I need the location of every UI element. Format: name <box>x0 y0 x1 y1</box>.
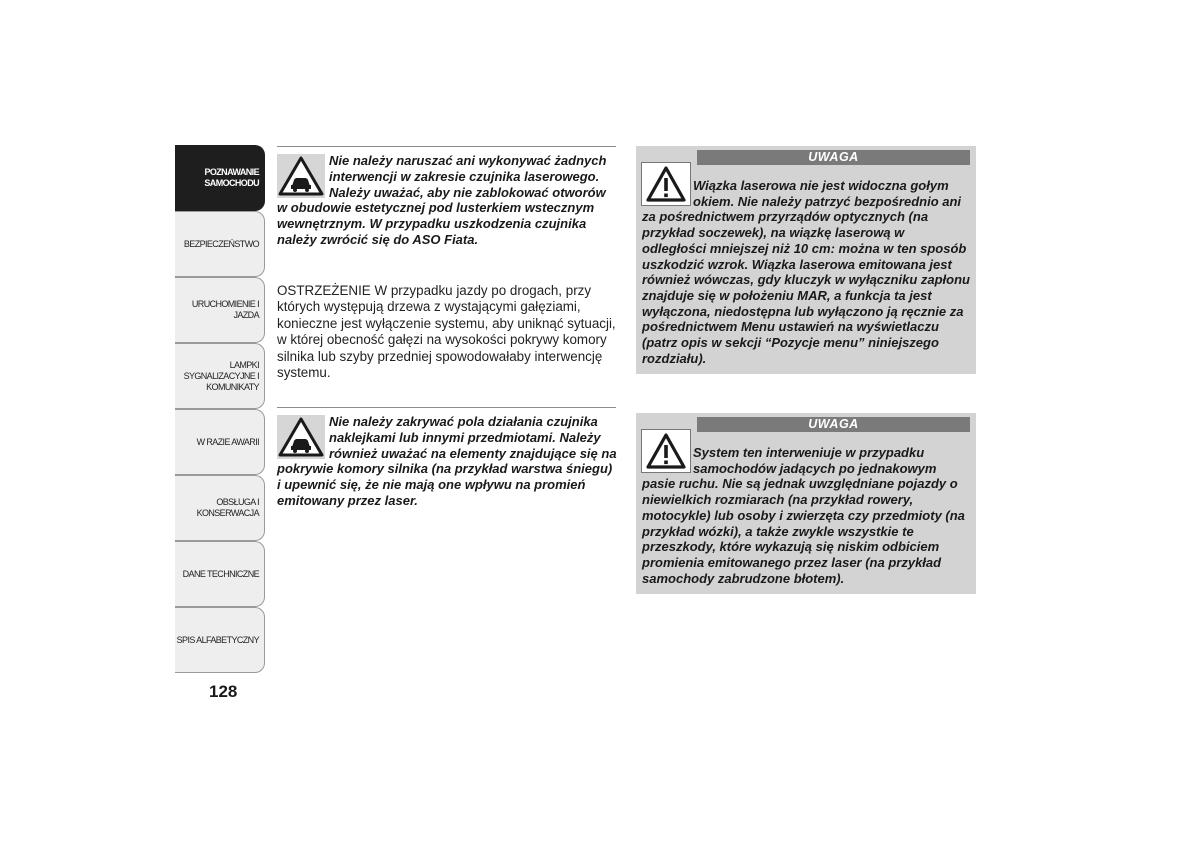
note-sensor-covering: Nie należy zakrywać pola działania czujnika naklejkami lub innymi przedmiotami. Należy również uważać na elementy znajdujące się na pokrywie komory silnika (na przykład warstwa śniegu) i upewnić się, że nie mają one wpływu na promień emitowany przez laser. <box>277 414 617 508</box>
tab-spis-alfabetyczny[interactable]: SPIS ALFABETYCZNY <box>175 607 265 673</box>
car-hazard-triangle-icon <box>277 154 325 198</box>
warning-header: UWAGA <box>697 150 970 165</box>
warning-text: Wiązka laserowa nie jest widoczna gołym okiem. Nie należy patrzyć bezpośrednio ani za pośrednictwem przyrządów optycznych (na przykład soczewek), na wiązkę laserową w odległości mniejszej niż 10 cm: można w ten sposób uszkodzić wzrok. Wiązka laserowa emitowana jest również wówczas, gdy kluczyk w wyłączniku zapłonu znajduje się w położeniu MAR, a funkcja ta jest wyłączona, niedostępna lub wyłączono ją ręcznie za pośrednictwem Menu ustawień na wyświetlaczu (patrz opis w sekcji “Pozycje menu” niniejszego rozdziału). <box>642 178 970 366</box>
exclamation-triangle-icon <box>641 162 691 206</box>
tab-w-razie-awarii[interactable]: W RAZIE AWARII <box>175 409 265 475</box>
warning-box-laser <box>636 146 976 374</box>
tab-dane-techniczne[interactable]: DANE TECHNICZNE <box>175 541 265 607</box>
warning-header: UWAGA <box>697 417 970 432</box>
tab-uruchomienie-i-jazda[interactable]: URUCHOMIENIE I JAZDA <box>175 277 265 343</box>
tab-poznawanie-samochodu[interactable]: POZNAWANIE SAMOCHODU <box>175 145 265 211</box>
divider-middle <box>277 407 616 408</box>
page-number: 128 <box>209 682 238 701</box>
tab-bezpieczenstwo[interactable]: BEZPIECZEŃSTWO <box>175 211 265 277</box>
warning-box-traffic <box>636 413 976 594</box>
car-hazard-triangle-icon <box>277 415 325 459</box>
tab-lampki-sygnalizacyjne[interactable]: LAMPKI SYGNALIZACYJNE I KOMUNIKATY <box>175 343 265 409</box>
divider-top <box>277 146 616 147</box>
warning-text: System ten interweniuje w przypadku samochodów jadących po jednakowym pasie ruchu. Nie są jednak uwzględniane pojazdy o niewielkich rozmiarach (na przykład rowery, motocykle) lub osoby i zwierzęta czy przedmioty (na przykład wózki), a także zwykle wszystkie te przeszkody, które wykazują się niskim odbiciem promienia emitowanego przez laser (na przykład samochody zabrudzone błotem). <box>642 445 970 586</box>
chapter-tabs <box>175 145 265 673</box>
exclamation-triangle-icon <box>641 429 691 473</box>
note-sensor-tampering: Nie należy naruszać ani wykonywać żadnych interwencji w zakresie czujnika laserowego. Należy uważać, aby nie zablokować otworów w obudowie estetycznej pod lusterkiem wstecznym wewnętrznym. W przypadku uszkodzenia czujnika należy zwrócić się do ASO Fiata. <box>277 153 607 247</box>
tab-obsluga-i-konserwacja[interactable]: OBSŁUGA I KONSERWACJA <box>175 475 265 541</box>
warning-paragraph: OSTRZEŻENIE W przypadku jazdy po drogach, przy których występują drzewa z wystającymi gałęziami, konieczne jest wyłączenie systemu, aby uniknąć sytuacji, w której obecność gałęzi na wysokości pokrywy komory silnika lub szyby przedniej spowodowałaby interwencję systemu. <box>277 283 616 381</box>
